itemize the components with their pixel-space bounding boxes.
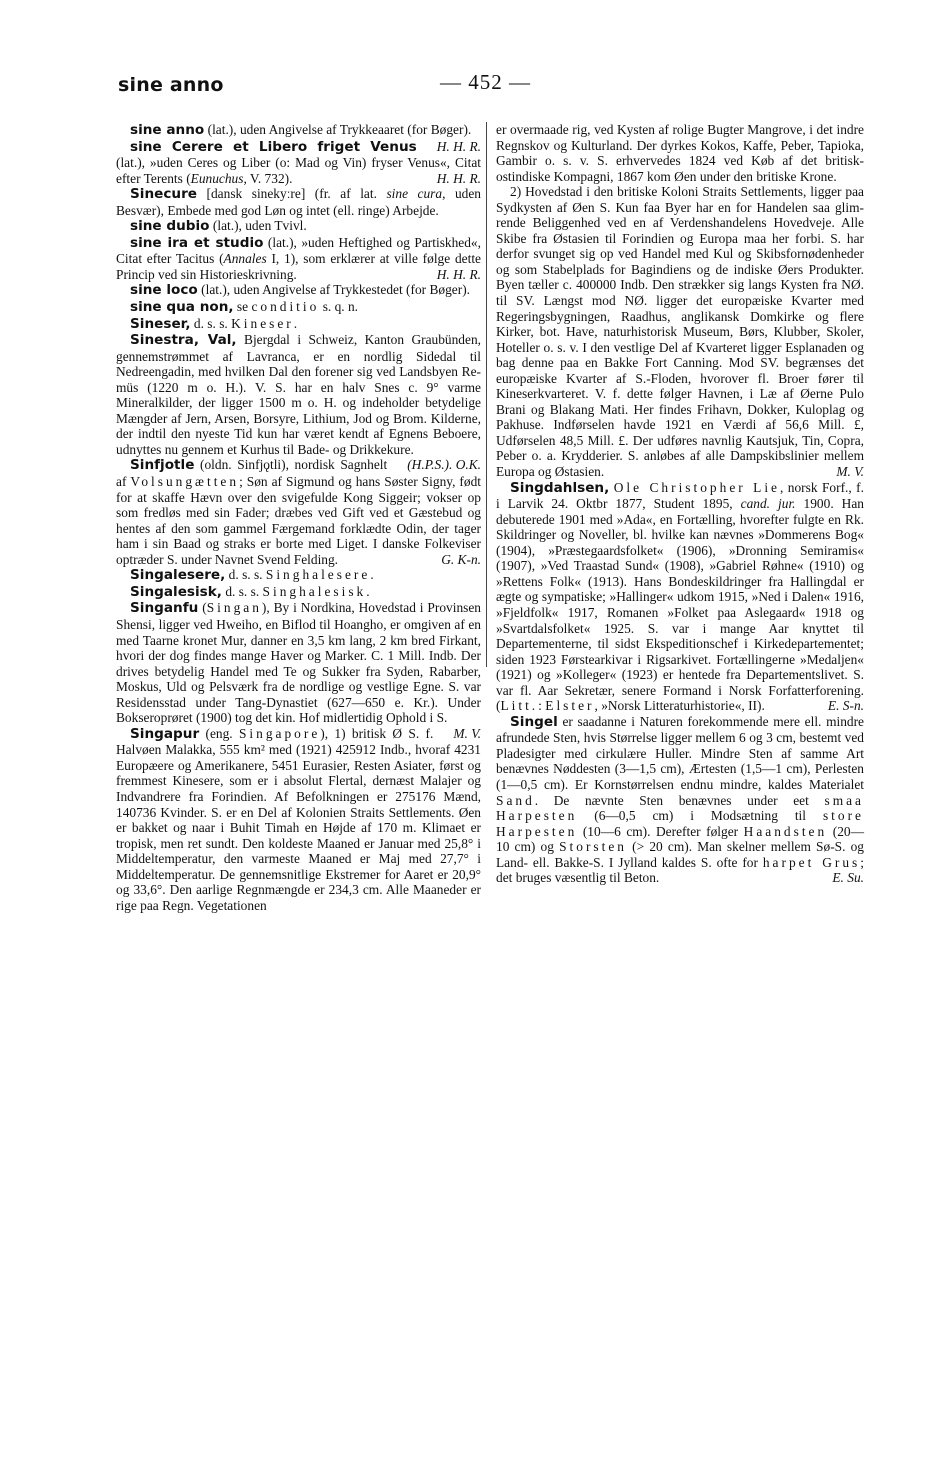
entry-sinfjotle: Sinfjotle (oldn. Sinfjǫtli), nordisk Sagnhelt af Volsungætten; Søn af Sigmund og hans Søster Signy, født for at skaffe Hævn over den svigefulde Kong Siggeir; vokser op som fredløs med sin Fader; dræbes ved Gift ved et Gæstebud og hentes af den som gammel Færgemand forklædte Odin, der tager ham i sin Baad og straks er borte med Liget. I danske Folkeviser optræder S. under Navnet Svend Felding. G. K-n. <box>116 457 481 567</box>
headword: sine loco <box>130 282 198 299</box>
running-head-word: sine anno <box>118 74 224 96</box>
entry-singalesisk: Singalesisk, d. s. s. Singhalesisk. <box>130 583 370 600</box>
author-signature: M. V. <box>836 464 864 480</box>
headword: Singalesere, <box>130 567 226 584</box>
column-divider <box>486 122 487 667</box>
headword: Singalesisk, <box>130 583 222 600</box>
entry-paragraph: 2) Hovedstad i den britiske Koloni Straits Settlements, ligger paa Sydkysten af Øen S. Kun faa Byer har en for Handelen saa glimrende Beliggenhed ved en af Verdenshandelens Hovedveje. Alle Skibe fra Østasien til Forindien og Europa maa her forbi. S. har derfor svunget sig op ved Handel med Kul og Skibsfornødenheder og som Stabelplads for Bagindiens og de indiske Øers Produkter. Byen tæller c. 400000 Indb. Den strækker sig langs Kysten fra NØ. til SV. Længst mod NØ. ligger det europæiske Kvarter med Regeringsbygningen, Raadhus, anglikansk Domkirke og flere Kirker, bot. Have, naturhistorisk Museum, Børs, Klubber, Skoler, Hoteller o. s. v. I den vestlige Del af Kvarteret ligger Esplanaden og bag denne paa en Bakke Fort Canning. Mod SV. begrænses det europæiske Kvarter af S.-Floden, hvorover fl. Broer fører til Kineserkvarteret. V. f. dette følger Havnen, i Læ af Øerne Pulo Brani og Blakang Mati. Her findes Frihavn, Dokker, Kuloplag og Pakhuse. Indførselen havde 1921 en Værdi af 56,6 Mill. £, Udførselen 48,5 Mill. £. Der udføres navnlig Kautsjuk, Tin, Copra, Peber o. a. Krydderier. S. anløbes af alle Dampskibslinier mellem Europa og Østasien. M. V. <box>496 184 864 480</box>
page-number: — 452 — <box>440 70 531 94</box>
entry-sine-anno: sine anno (lat.), uden Angivelse af Trykkeaaret (for Bøger). H. H. R. <box>130 122 481 154</box>
left-column <box>116 122 481 913</box>
headword: Singapur <box>130 725 200 742</box>
entry-singanfu: Singanfu (Singan), By i Nordkina, Hovedstad i Provinsen Shensi, ligger ved Hweiho, en Biflod til Hoangho, er omgiven af en med Taarne kronet Mur, danner en 3,5 km lang, 2 km bred Firkant, hvori der dog findes mange Haver og Marker. C. 1 Mill. Indb. Der drives betydelig Handel med Te og Sukker fra Syden, Rabarber, Moskus, Uld og Pelsværk fra de nordlige og vestlige Egne. S. var Residensstad under Tang-Dynastiet (627—650 e. Kr.). Under Bokseroprøret (1900) tog det kin. Hof midlertidig Ophold i S. M. V. <box>116 600 481 741</box>
cross-reference: Volsungætten <box>130 474 240 490</box>
headword: Sinecure <box>130 186 198 203</box>
headword: Singanfu <box>130 600 199 617</box>
entry-singapur: Singapur (eng. Singapore), 1) britisk Ø S. f. Halvøen Malakka, 555 km² med (1921) 425912 Indb., hvoraf 4231 Europæere og Amerikanere, 5451 Eurasier, Resten Asiater, først og fremmest Kinesere, som er i absolut Flertal, dernæst Malajer og Indvandrere fra Forindien. Af Befolkningen er 275176 Mænd, 140736 Kvinder. S. er en Del af Kolonien Straits Settlements. Øen er bakket og naar i Buhit Timah en Højde af 170 m. Klimaet er tropisk, men ret sundt. Den koldeste Maaned er Januar med 25,8° i Middeltemperatur, den varmeste Maaned er Maj med 27,7° i Middeltemperatur. De gennemsnitlige Ekstremer for Aaret er 20,9° og 33,6°. Den aarlige Regnmængde er 234,3 cm. Alle Maaneder er rige paa Regn. Vegetationen <box>116 725 481 913</box>
entry-sine-loco: sine loco (lat.), uden Angivelse af Trykkestedet (for Bøger). <box>130 282 471 299</box>
headword: Sinfjotle <box>130 457 195 474</box>
entry-sinestra: Sinestra, Val, Bjergdal i Schweiz, Kanton Graubünden, gennemstrømmet af Lavranca, er en nordlig Sidedal til Nedreengadin, med hvilken Dal den forener sig ved Landsbyen Remüs (1220 m o. H.). V. S. har en halv Snes c. 9° varme Mineralkilder, der ligger 1500 m o. H. og indeholder betydelige Mængder af Jern, Arsen, Borsyre, Lithium, Jod og Brom. Kilderne, der indtil den nyeste Tid kun har været kendt af Egnens Beboere, udnyttes nu gennem et Kurhus til Bade- og Drikkekure. (H.P.S.). O.K. <box>116 332 481 473</box>
entry-sine-cerere: sine Cerere et Libero friget Venus (lat.), »uden Ceres og Liber (o: Mad og Vin) fryser Venus«, Citat efter Terents (Eunuchus, V. 732). H. H. R. <box>116 138 481 186</box>
entry-continuation: er overmaade rig, ved Kysten af rolige Bugter Mangrove, i det indre Regnskov og Kulturland. Der dyrkes Kokos, Kaffe, Peber, Tapioka, Gambir o. s. v. S. erhvervedes 1824 ved Køb af det britisk-ostindiske Kompagni, 1867 kom Øen under den britiske Krone. <box>496 122 864 184</box>
headword: sine Cerere et Libero friget Venus <box>130 138 417 155</box>
entry-sine-ira: sine ira et studio (lat.), »uden Heftighed og Partiskhed«, Citat efter Tacitus (Annales I, 1), som erklærer at ville følge dette Princip ved sin Historieskrivning. H. H. R. <box>116 234 481 282</box>
author-signature: H. H. R. <box>436 138 481 154</box>
entry-sineser: Sineser, d. s. s. Kineser. <box>130 315 298 332</box>
author-signature: E. S-n. <box>827 698 864 714</box>
entry-sine-dubio: sine dubio (lat.), uden Tvivl. <box>130 218 307 235</box>
headword: Singel <box>510 713 558 730</box>
author-signature: E. Su. <box>832 870 864 886</box>
headword: Sineser, <box>130 315 191 332</box>
cross-reference: Singhalesisk <box>262 583 367 599</box>
author-signature: (H.P.S.). O.K. <box>407 457 481 473</box>
cross-reference: conditio <box>251 299 320 315</box>
entry-singdahlsen: Singdahlsen, Ole Christopher Lie, norsk Forf., f. i Larvik 24. Oktbr 1877, Student 1895, cand. jur. 1900. Han debuterede 1901 med »Ada«, en Fortælling, hvorefter fulgte en Rk. Skildringer og Noveller, bl. hvilke kan nævnes »Dommerens Bog« (1904), »Præstegaardsfolket« (1906), »Dronning Semiramis« (1907), »Ved Traastad Sund« (1908), »Gabriel Røhne« (1910) og »Rettens Folk« (1913). Hans Bondeskildringer fra Hallingdal er ægte og sympatiske; »Hallinger« udkom 1915, »Ned i Dalen« 1916, »Fjeldfolk« 1917, Romanen »Folket paa Aslegaard« 1918 og »Svartdalsfolket« 1925. S. var i mange Aar knyttet til Departementerne, til sidst Ekspeditionschef i Kirkedepartementet; siden 1923 Førstearkivar i Rigsarkivet. Fortællingerne »Medaljen« (1921) og »Kolleger« (1923) er hentede fra Departementslivet. S. var fl. Aar Sekretær, senere Formand i Norsk Forfatterforening. (Litt.: Elster, »Norsk Litteraturhistorie«, II). E. S-n. <box>496 479 864 714</box>
author-signature: G. K-n. <box>441 551 481 567</box>
cross-reference: Kineser <box>231 315 294 331</box>
headword: sine anno <box>130 122 205 138</box>
cross-reference: Singhalesere <box>265 567 371 583</box>
headword: sine qua non, <box>130 299 234 316</box>
author-signature: M. V. <box>453 725 481 741</box>
author-signature: H. H. R. <box>436 170 481 186</box>
entry-singel: Singel er saadanne i Naturen forekommende mere ell. mindre afrundede Sten, hvis Størrelse ligger mellem 6 og 3 cm, bestemt ved Pladesigter med cirkulære Huller. Mindre Sten af samme Art benævnes Nøddesten (3—1,5 cm), Ærtesten (1,5—1 cm), Perlesten (1—0,5 cm). Er Kornstørrelsen endnu mindre, kaldes Materialet Sand. De nævnte Sten benævnes under eet smaa Harpesten (6—0,5 cm) i Modsætning til store Harpesten (10—6 cm). Derefter følger Haandsten (20—10 cm) og Storsten (> 20 cm). Man skelner mellem Sø-S. og Land- ell. Bakke-S. I Jylland kaldes S. ofte for harpet Grus; det bruges væsentlig til Beton. E. Su. <box>496 713 864 886</box>
entry-sine-qua-non: sine qua non, se conditio s. q. n. <box>130 299 359 316</box>
headword: sine dubio <box>130 218 210 235</box>
entry-sinecure: Sinecure [dansk sinekyːre] (fr. af lat. sine cura, uden Besvær), Embede med god Løn og intet (ell. ringe) Arbejde. <box>116 186 481 218</box>
headword: Sinestra, Val, <box>130 332 237 349</box>
headword: Singdahlsen, <box>510 479 610 496</box>
running-head <box>118 70 888 104</box>
author-signature: H. H. R. <box>436 266 481 282</box>
entry-singalesere: Singalesere, d. s. s. Singhalesere. <box>130 567 374 584</box>
right-column <box>496 122 864 886</box>
headword: sine ira et studio <box>130 234 264 251</box>
